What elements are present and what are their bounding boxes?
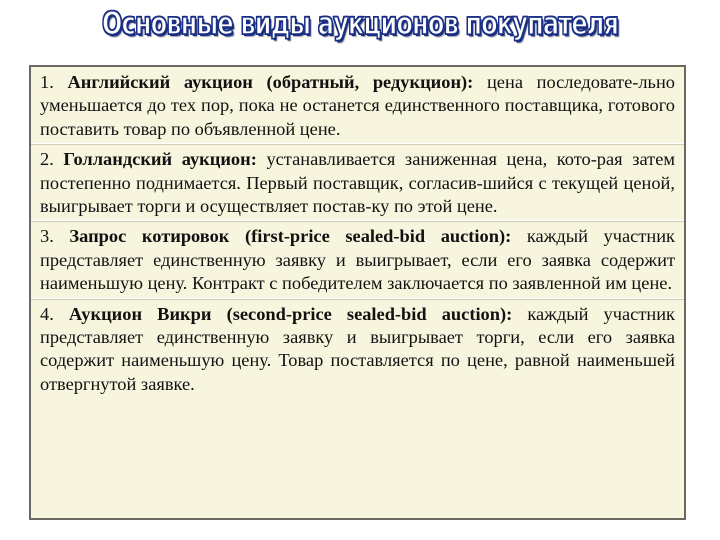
list-item-dutch-auction	[31, 144, 684, 221]
slide-title: Основные виды аукционов покупателя	[101, 6, 619, 42]
item-number: 1.	[40, 72, 54, 92]
item-term: Голландский аукцион:	[63, 149, 257, 170]
item-term: Аукцион Викри (second-price sealed-bid auction):	[68, 303, 513, 324]
content-box	[29, 65, 686, 520]
list-item-vickrey-auction	[31, 299, 684, 399]
item-number: 2.	[40, 149, 54, 170]
item-text: цена последовате-льно уменьшается до тех пор, пока не останется единственного поставщика, готового поставить товар по объявленной цене.	[40, 72, 675, 139]
item-term: Английский аукцион (обратный, редукцион):	[67, 72, 474, 92]
item-text: каждый участник представляет единственную заявку и выигрывает, если его заявка содержит наименьшую цену. Контракт с победителем заключается по заявленной им цене.	[40, 226, 675, 294]
item-text: устанавливается заниженная цена, кото-рая затем постепенно поднимается. Первый поставщик, согласив-шийся с текущей ценой, выигрывает торги и осуществляет постав-ку по этой цене.	[40, 149, 675, 217]
item-number: 4.	[40, 303, 54, 324]
item-text: каждый участник представляет единственную заявку и выигрывает торги, если его заявка содержит наименьшую цену. Товар поставляется по цене, равной наименьшей отвергнутой заявке.	[40, 303, 675, 394]
item-number: 3.	[40, 226, 54, 247]
list-item-quote-request	[31, 221, 684, 298]
list-item-english-auction	[31, 67, 684, 144]
item-term: Запрос котировок (first-price sealed-bid auction):	[69, 226, 512, 247]
